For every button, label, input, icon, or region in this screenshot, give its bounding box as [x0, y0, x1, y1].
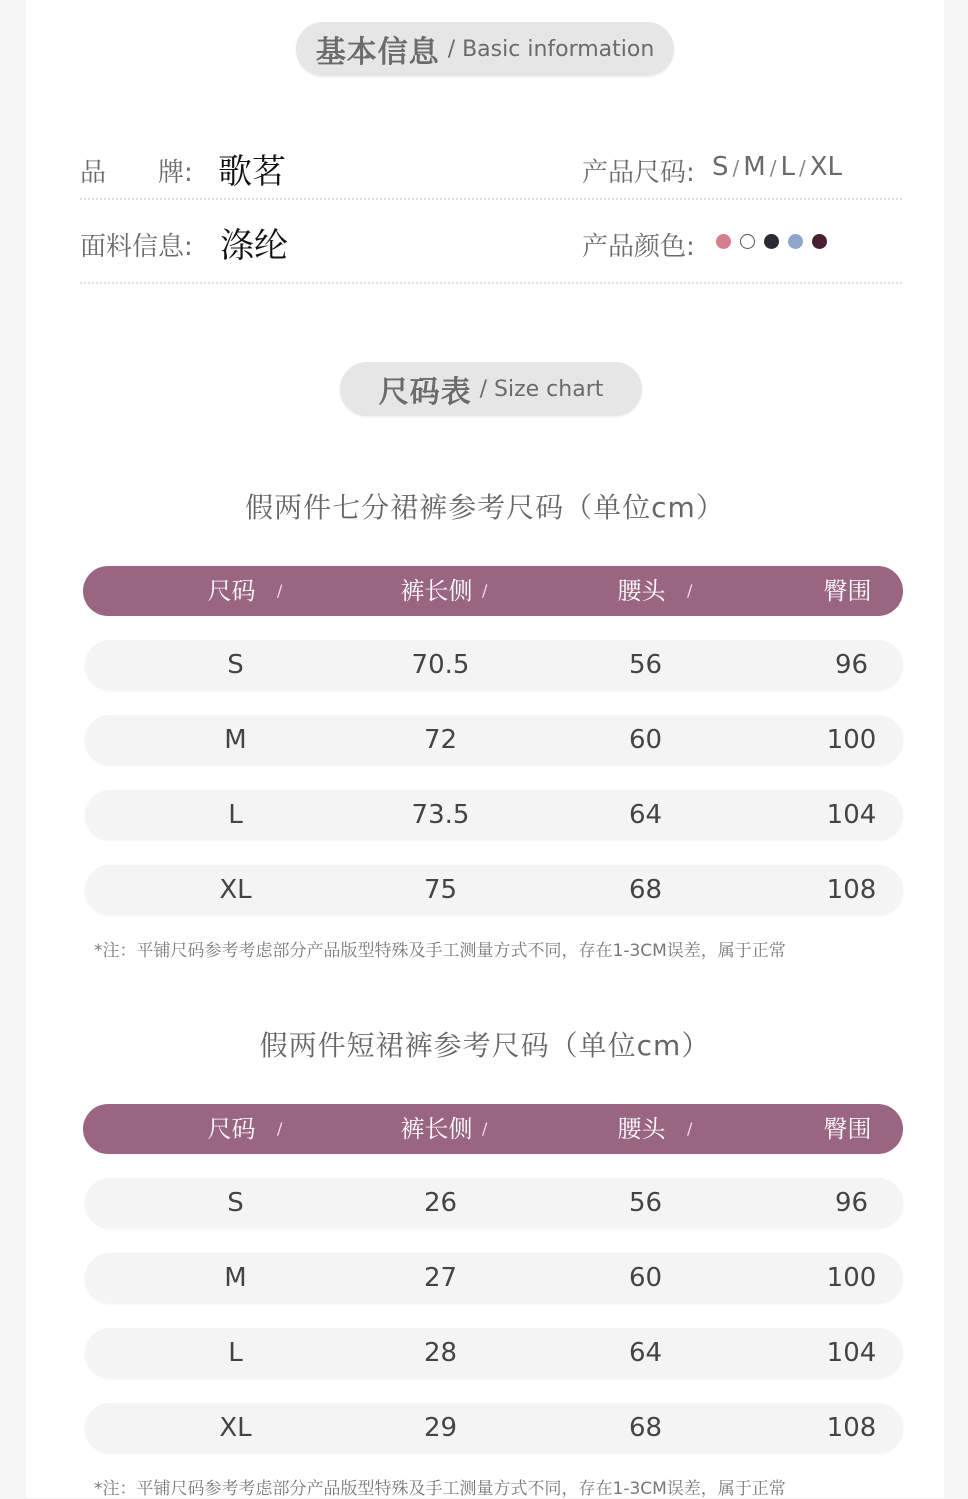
table-row [85, 865, 903, 915]
cell-size: S [227, 1188, 244, 1218]
product-size-list [712, 152, 842, 182]
basic-info-heading-zh: 基本信息 [315, 35, 440, 70]
table-row [85, 1403, 903, 1453]
size-table-title: 假两件七分裙裤参考尺码（单位cm） [245, 491, 725, 524]
column-separator: / [687, 1119, 693, 1138]
cell-length: 75 [423, 875, 458, 905]
color-swatches [716, 234, 836, 249]
column-header-waist: 腰头 [617, 1115, 666, 1143]
cell-hip: 108 [826, 875, 877, 905]
cell-hip: 96 [834, 1188, 869, 1218]
cell-hip: 104 [826, 800, 877, 830]
cell-length: 26 [423, 1188, 458, 1218]
table-row [85, 1178, 903, 1228]
cell-length: 27 [423, 1263, 458, 1293]
divider [80, 198, 902, 200]
measurement-note: *注：平铺尺码参考考虑部分产品版型特殊及手工测量方式不同，存在1-3CM误差，属于正常 [94, 941, 786, 961]
size-table-title: 假两件短裙裤参考尺码（单位cm） [259, 1029, 711, 1062]
cell-length: 72 [423, 725, 458, 755]
cell-size: L [228, 1338, 243, 1368]
color-swatch-pink [716, 234, 731, 249]
product-size-label: 产品尺码: [582, 158, 695, 188]
size-separator: / [732, 156, 740, 180]
size-chart-heading [340, 362, 642, 416]
column-header-size: 尺码 [207, 1115, 256, 1143]
size-separator: / [798, 156, 806, 180]
cell-size: XL [219, 875, 252, 905]
table-row [85, 1253, 903, 1303]
divider [80, 282, 902, 284]
cell-waist: 56 [628, 650, 663, 680]
cell-length: 70.5 [411, 650, 470, 680]
size-table-header [83, 1104, 903, 1154]
size-option: XL [809, 152, 842, 182]
cell-waist: 56 [628, 1188, 663, 1218]
brand-label-part1: 品 [80, 158, 107, 188]
column-header-length: 裤长侧 [400, 577, 473, 605]
brand-value: 歌茗 [218, 152, 286, 192]
cell-size: S [227, 650, 244, 680]
size-chart-heading-zh: 尺码表 [378, 375, 472, 410]
cell-hip: 108 [826, 1413, 877, 1443]
cell-hip: 100 [826, 725, 877, 755]
cell-size: XL [219, 1413, 252, 1443]
cell-length: 29 [423, 1413, 458, 1443]
cell-size: M [224, 725, 247, 755]
column-header-hip: 臀围 [823, 1115, 872, 1143]
column-header-waist: 腰头 [617, 577, 666, 605]
brand-label-part2: 牌: [158, 158, 193, 188]
column-separator: / [687, 581, 693, 600]
cell-waist: 60 [628, 1263, 663, 1293]
color-swatch-black [764, 234, 779, 249]
column-header-hip: 臀围 [823, 577, 872, 605]
cell-hip: 100 [826, 1263, 877, 1293]
table-row [85, 715, 903, 765]
basic-info-heading [296, 22, 674, 76]
cell-length: 73.5 [411, 800, 470, 830]
size-option: S [712, 152, 729, 182]
cell-size: L [228, 800, 243, 830]
color-swatch-white [740, 234, 755, 249]
table-row [85, 1328, 903, 1378]
table-row [85, 640, 903, 690]
cell-waist: 60 [628, 725, 663, 755]
column-header-size: 尺码 [207, 577, 256, 605]
table-row [85, 790, 903, 840]
size-option: L [780, 152, 795, 182]
cell-length: 28 [423, 1338, 458, 1368]
fabric-label: 面料信息: [80, 232, 193, 262]
cell-size: M [224, 1263, 247, 1293]
size-separator: / [769, 156, 777, 180]
column-separator: / [277, 1119, 283, 1138]
cell-hip: 104 [826, 1338, 877, 1368]
product-color-label: 产品颜色: [582, 232, 695, 262]
size-option: M [743, 152, 766, 182]
column-separator: / [277, 581, 283, 600]
cell-hip: 96 [834, 650, 869, 680]
cell-waist: 68 [628, 875, 663, 905]
fabric-value: 涤纶 [220, 226, 288, 266]
column-separator: / [482, 581, 488, 600]
size-table-header [83, 566, 903, 616]
color-swatch-burgundy [812, 234, 827, 249]
cell-waist: 64 [628, 1338, 663, 1368]
basic-info-heading-en: / Basic information [447, 36, 655, 62]
cell-waist: 68 [628, 1413, 663, 1443]
product-detail-page [26, 0, 944, 1498]
column-separator: / [482, 1119, 488, 1138]
measurement-note: *注：平铺尺码参考考虑部分产品版型特殊及手工测量方式不同，存在1-3CM误差，属于正常 [94, 1479, 786, 1499]
color-swatch-blue [788, 234, 803, 249]
cell-waist: 64 [628, 800, 663, 830]
size-chart-heading-en: / Size chart [479, 376, 604, 402]
column-header-length: 裤长侧 [400, 1115, 473, 1143]
